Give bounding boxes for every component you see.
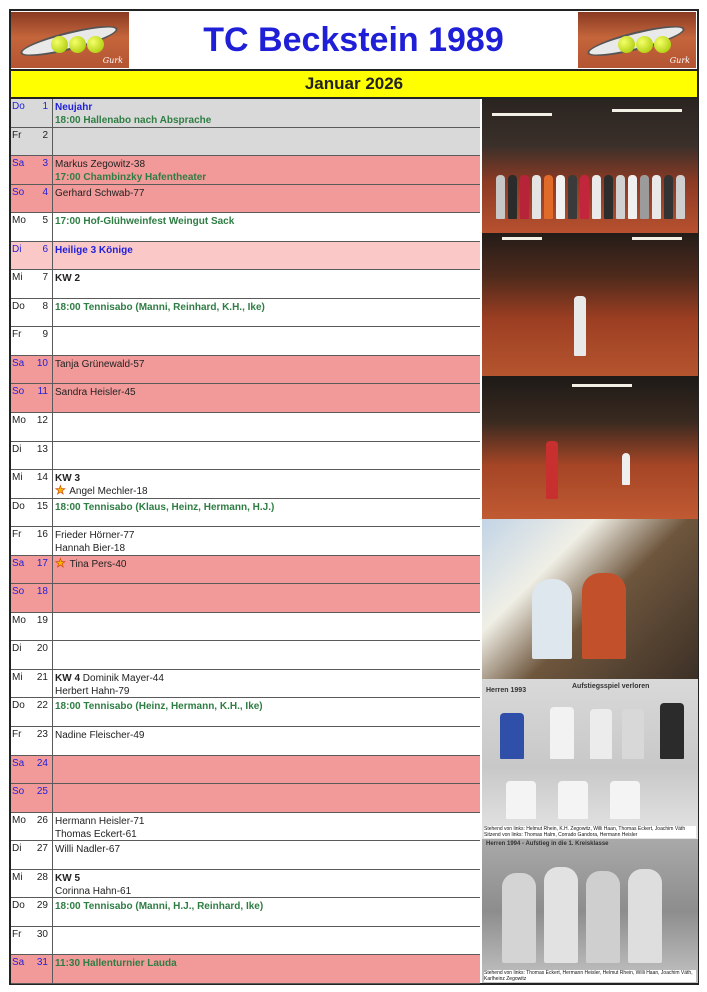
column-divider <box>52 955 53 983</box>
event-text: Angel Mechler-18 <box>69 486 148 498</box>
column-divider <box>52 784 53 812</box>
event-line <box>55 358 478 371</box>
doubles-match-photo <box>482 376 698 519</box>
person-figure <box>640 175 649 219</box>
day-number: 11 <box>37 386 48 398</box>
day-row <box>11 470 480 499</box>
day-row <box>11 641 480 670</box>
weekday-label: Di <box>12 643 22 655</box>
day-number: 1 <box>42 101 48 112</box>
event-line <box>55 542 478 555</box>
star-icon: ★ <box>55 483 66 498</box>
column-divider <box>52 898 53 926</box>
day-row <box>11 413 480 442</box>
event-text: Neujahr <box>55 102 93 113</box>
person-figure <box>532 175 541 219</box>
event-line <box>55 158 478 171</box>
event-line <box>55 272 478 285</box>
column-divider <box>52 185 53 213</box>
day-row <box>11 670 480 699</box>
logo-brand-text: Gurk <box>669 56 690 65</box>
weekday-label: Fr <box>12 329 22 341</box>
photo-caption: Stehend von links: Thomas Eckert, Hermann Heisler, Helmut Rhein, Willi Haan, Joachim Väth, Karlheinz Zegowitz <box>484 970 696 982</box>
day-number: 2 <box>42 129 48 141</box>
day-events <box>55 215 478 228</box>
person-figure <box>628 175 637 219</box>
person-figure <box>544 175 553 219</box>
tennis-ball-icon <box>87 36 104 53</box>
event-text: 18:00 Hallenabo nach Absprache <box>55 115 212 126</box>
person-figure <box>496 175 505 219</box>
person-figure <box>664 175 673 219</box>
column-divider <box>52 156 53 184</box>
event-line <box>55 386 478 399</box>
event-text: Thomas Eckert-61 <box>55 828 137 840</box>
day-number: 26 <box>36 814 48 826</box>
person-figure <box>556 175 565 219</box>
event-line <box>55 529 478 542</box>
day-number: 13 <box>36 443 48 455</box>
day-row <box>11 784 480 813</box>
photo-caption: Stehend von links: Helmut Rhein, K.H. Zegowitz, Willi Haan, Thomas Eckert, Joachim Väth Sitzend von links: Thomas Halm, Corrado Gandora, Hermann Heisler <box>484 826 696 838</box>
column-divider <box>52 442 53 470</box>
event-text: KW 5 <box>55 872 80 884</box>
weekday-label: Mo <box>12 415 26 427</box>
day-row <box>11 128 480 157</box>
event-text: 18:00 Tennisabo (Klaus, Heinz, Hermann, H.J.) <box>55 501 275 513</box>
person-figure <box>502 873 536 963</box>
weekday-label: Mo <box>12 614 26 626</box>
page-title: TC Beckstein 1989 <box>203 21 504 59</box>
event-line <box>55 101 478 114</box>
column-divider <box>52 641 53 669</box>
weekday-label: Do <box>12 300 25 312</box>
column-divider <box>52 698 53 726</box>
event-text: 17:00 Chambinzky Hafentheater <box>55 172 207 184</box>
day-row <box>11 870 480 899</box>
column-divider <box>52 213 53 241</box>
event-text: KW 2 <box>55 273 80 285</box>
person-figure <box>508 175 517 219</box>
person-figure <box>592 175 601 219</box>
column-divider <box>52 413 53 441</box>
day-events <box>55 187 478 200</box>
team-photo-indoor <box>482 99 698 233</box>
event-line <box>55 171 478 184</box>
weekday-label: So <box>12 786 25 798</box>
weekday-label: Fr <box>12 928 22 940</box>
calendar-header <box>11 11 697 69</box>
event-text: Heilige 3 Könige <box>55 244 133 256</box>
tennis-logo-left <box>11 12 129 68</box>
day-events <box>55 529 478 555</box>
event-line <box>55 672 478 685</box>
tennis-ball-icon <box>654 36 671 53</box>
column-divider <box>52 384 53 412</box>
day-events <box>55 358 478 371</box>
day-row <box>11 955 480 984</box>
team-1994-photo <box>482 839 698 983</box>
weekday-label: Fr <box>12 729 22 741</box>
column-divider <box>52 756 53 784</box>
weekday-label: Sa <box>12 757 25 769</box>
column-divider <box>52 128 53 156</box>
day-number: 27 <box>36 843 48 855</box>
day-row <box>11 613 480 642</box>
day-number: 20 <box>36 643 48 655</box>
person-figure <box>660 703 684 759</box>
day-row <box>11 384 480 413</box>
event-line <box>55 501 478 514</box>
weekday-label: Mo <box>12 215 26 227</box>
event-line <box>55 700 478 713</box>
tennis-ball-icon <box>636 36 653 53</box>
hall-light <box>502 237 542 240</box>
day-number: 18 <box>36 586 48 598</box>
column-divider <box>52 584 53 612</box>
photo-column <box>480 99 697 983</box>
event-text: Corinna Hahn-61 <box>55 885 132 897</box>
person-figure <box>590 709 612 759</box>
hall-light <box>632 237 682 240</box>
event-line <box>55 244 478 257</box>
event-line <box>55 187 478 200</box>
day-events <box>55 244 478 257</box>
weekday-label: So <box>12 586 25 598</box>
column-divider <box>52 499 53 527</box>
event-text: Frieder Hörner-77 <box>55 530 135 542</box>
player-figure <box>574 296 586 356</box>
day-row <box>11 356 480 385</box>
day-number: 15 <box>36 500 48 512</box>
day-number: 24 <box>36 757 48 769</box>
person-figure <box>616 175 625 219</box>
event-text: Dominik Mayer-44 <box>82 672 164 684</box>
event-line <box>55 729 478 742</box>
photo-stamp: Aufstiegsspiel verloren <box>572 683 650 690</box>
month-title: Januar 2026 <box>11 69 697 99</box>
person-figure <box>520 175 529 219</box>
tennis-logo-right <box>578 12 696 68</box>
weekday-label: Sa <box>12 957 25 969</box>
event-line <box>55 301 478 314</box>
day-number: 28 <box>36 871 48 883</box>
tennis-ball-icon <box>618 36 635 53</box>
column-divider <box>52 841 53 869</box>
day-number: 25 <box>36 786 48 798</box>
column-divider <box>52 670 53 698</box>
event-text: 17:00 Hof-Glühweinfest Weingut Sack <box>55 216 235 228</box>
day-number: 17 <box>36 557 48 569</box>
logo-brand-text: Gurk <box>102 56 123 65</box>
day-number: 3 <box>42 158 48 170</box>
person-figure <box>652 175 661 219</box>
event-text: Hannah Bier-18 <box>55 543 126 555</box>
event-line <box>55 472 478 485</box>
event-line <box>55 828 478 841</box>
person-figure <box>586 871 620 963</box>
weekday-label: So <box>12 386 25 398</box>
weekday-label: Di <box>12 843 22 855</box>
weekday-label: Sa <box>12 357 25 369</box>
column-divider <box>52 327 53 355</box>
event-text: Willi Nadler-67 <box>55 844 121 856</box>
weekday-label: So <box>12 186 25 198</box>
day-number: 12 <box>36 415 48 427</box>
day-events <box>55 700 478 713</box>
day-number: 21 <box>36 671 48 683</box>
event-text: Tina Pers-40 <box>69 558 127 570</box>
event-text: Herbert Hahn-79 <box>55 685 130 697</box>
tennis-ball-icon <box>69 36 86 53</box>
day-row <box>11 213 480 242</box>
weekday-label: Fr <box>12 129 22 141</box>
column-divider <box>52 99 53 127</box>
day-row <box>11 527 480 556</box>
person-figure <box>544 867 578 963</box>
player-figure <box>622 453 630 485</box>
person-figure <box>580 175 589 219</box>
day-events <box>55 872 478 898</box>
column-divider <box>52 813 53 841</box>
weekday-label: Do <box>12 500 25 512</box>
day-row <box>11 299 480 328</box>
day-number: 7 <box>42 272 48 284</box>
event-text: Markus Zegowitz-38 <box>55 159 146 171</box>
star-icon: ★ <box>55 555 66 570</box>
day-number: 19 <box>36 614 48 626</box>
column-divider <box>52 242 53 270</box>
day-row <box>11 442 480 471</box>
tennis-ball-icon <box>51 36 68 53</box>
day-number: 5 <box>42 215 48 227</box>
event-text: KW 3 <box>55 473 80 485</box>
weekday-label: Do <box>12 101 25 112</box>
day-row <box>11 727 480 756</box>
day-row <box>11 499 480 528</box>
event-text: Nadine Fleischer-49 <box>55 730 145 742</box>
event-text: 11:30 Hallenturnier Lauda <box>55 958 177 970</box>
day-number: 29 <box>36 900 48 912</box>
day-events <box>55 900 478 913</box>
hall-light <box>492 113 552 116</box>
person-figure <box>532 579 572 659</box>
weekday-label: Mi <box>12 472 23 484</box>
column-divider <box>52 356 53 384</box>
column-divider <box>52 299 53 327</box>
column-divider <box>52 870 53 898</box>
hall-light <box>612 109 682 112</box>
day-number: 14 <box>36 472 48 484</box>
person-figure <box>622 709 644 759</box>
column-divider <box>52 613 53 641</box>
event-line <box>55 885 478 898</box>
day-number: 10 <box>36 357 48 369</box>
person-figure <box>500 713 524 759</box>
person-figure <box>582 573 626 659</box>
player-serve-photo <box>482 233 698 376</box>
couple-terrace-photo <box>482 519 698 679</box>
day-number: 22 <box>36 700 48 712</box>
event-text: 18:00 Tennisabo (Manni, H.J., Reinhard, Ike) <box>55 901 264 913</box>
day-row <box>11 927 480 956</box>
day-number: 31 <box>36 957 48 969</box>
day-events <box>55 555 478 571</box>
day-events <box>55 301 478 314</box>
person-figure <box>506 781 536 819</box>
day-events <box>55 158 478 184</box>
day-events <box>55 843 478 856</box>
day-row <box>11 584 480 613</box>
person-figure <box>628 869 662 963</box>
person-figure <box>568 175 577 219</box>
event-text: 18:00 Tennisabo (Manni, Reinhard, K.H., Ike) <box>55 301 265 313</box>
column-divider <box>52 527 53 555</box>
event-text: Gerhard Schwab-77 <box>55 187 145 199</box>
day-row <box>11 327 480 356</box>
hall-light <box>572 384 632 387</box>
day-row <box>11 242 480 271</box>
day-number: 6 <box>42 243 48 255</box>
photo-stamp: Herren 1994 - Aufstieg in die 1. Kreisklasse <box>486 841 609 847</box>
person-figure <box>558 781 588 819</box>
person-figure <box>610 781 640 819</box>
event-text: 18:00 Tennisabo (Heinz, Hermann, K.H., Ike) <box>55 701 263 713</box>
column-divider <box>52 556 53 584</box>
event-line <box>55 485 478 498</box>
day-number: 16 <box>36 529 48 541</box>
weekday-label: Mi <box>12 272 23 284</box>
day-events <box>55 386 478 399</box>
day-events <box>55 729 478 742</box>
day-row <box>11 156 480 185</box>
day-events <box>55 815 478 841</box>
weekday-label: Mo <box>12 814 26 826</box>
day-row <box>11 698 480 727</box>
calendar-page <box>9 9 699 985</box>
event-line <box>55 114 478 127</box>
event-text: Sandra Heisler-45 <box>55 387 136 399</box>
day-number: 30 <box>36 928 48 940</box>
day-row <box>11 185 480 214</box>
day-events <box>55 272 478 285</box>
event-line <box>55 555 478 571</box>
person-figure <box>604 175 613 219</box>
day-events <box>55 957 478 970</box>
event-line <box>55 815 478 828</box>
event-line <box>55 685 478 698</box>
event-line <box>55 900 478 913</box>
day-row <box>11 841 480 870</box>
day-number: 9 <box>42 329 48 341</box>
day-events <box>55 472 478 498</box>
column-divider <box>52 927 53 955</box>
day-events <box>55 672 478 698</box>
day-events <box>55 501 478 514</box>
weekday-label: Fr <box>12 529 22 541</box>
day-row <box>11 756 480 785</box>
day-row <box>11 898 480 927</box>
weekday-label: Mi <box>12 871 23 883</box>
weekday-label: Do <box>12 900 25 912</box>
column-divider <box>52 470 53 498</box>
event-text: Tanja Grünewald-57 <box>55 358 145 370</box>
day-row <box>11 556 480 585</box>
column-divider <box>52 270 53 298</box>
weekday-label: Di <box>12 243 22 255</box>
player-figure <box>546 441 558 499</box>
event-line <box>55 872 478 885</box>
weekday-label: Mi <box>12 671 23 683</box>
person-figure <box>676 175 685 219</box>
weekday-label: Sa <box>12 158 25 170</box>
event-text: Hermann Heisler-71 <box>55 815 145 827</box>
day-row <box>11 99 480 128</box>
weekday-label: Do <box>12 700 25 712</box>
column-divider <box>52 727 53 755</box>
day-number: 23 <box>36 729 48 741</box>
event-line <box>55 957 478 970</box>
day-number: 8 <box>42 300 48 312</box>
day-row <box>11 813 480 842</box>
photo-stamp: Herren 1993 <box>486 687 527 694</box>
event-text: KW 4 <box>55 672 80 684</box>
day-events <box>55 101 478 127</box>
event-line <box>55 843 478 856</box>
weekday-label: Di <box>12 443 22 455</box>
person-figure <box>550 707 574 759</box>
weekday-label: Sa <box>12 557 25 569</box>
day-row <box>11 270 480 299</box>
day-number: 4 <box>42 186 48 198</box>
event-line <box>55 215 478 228</box>
team-1993-photo <box>482 679 698 839</box>
day-list <box>11 99 480 984</box>
